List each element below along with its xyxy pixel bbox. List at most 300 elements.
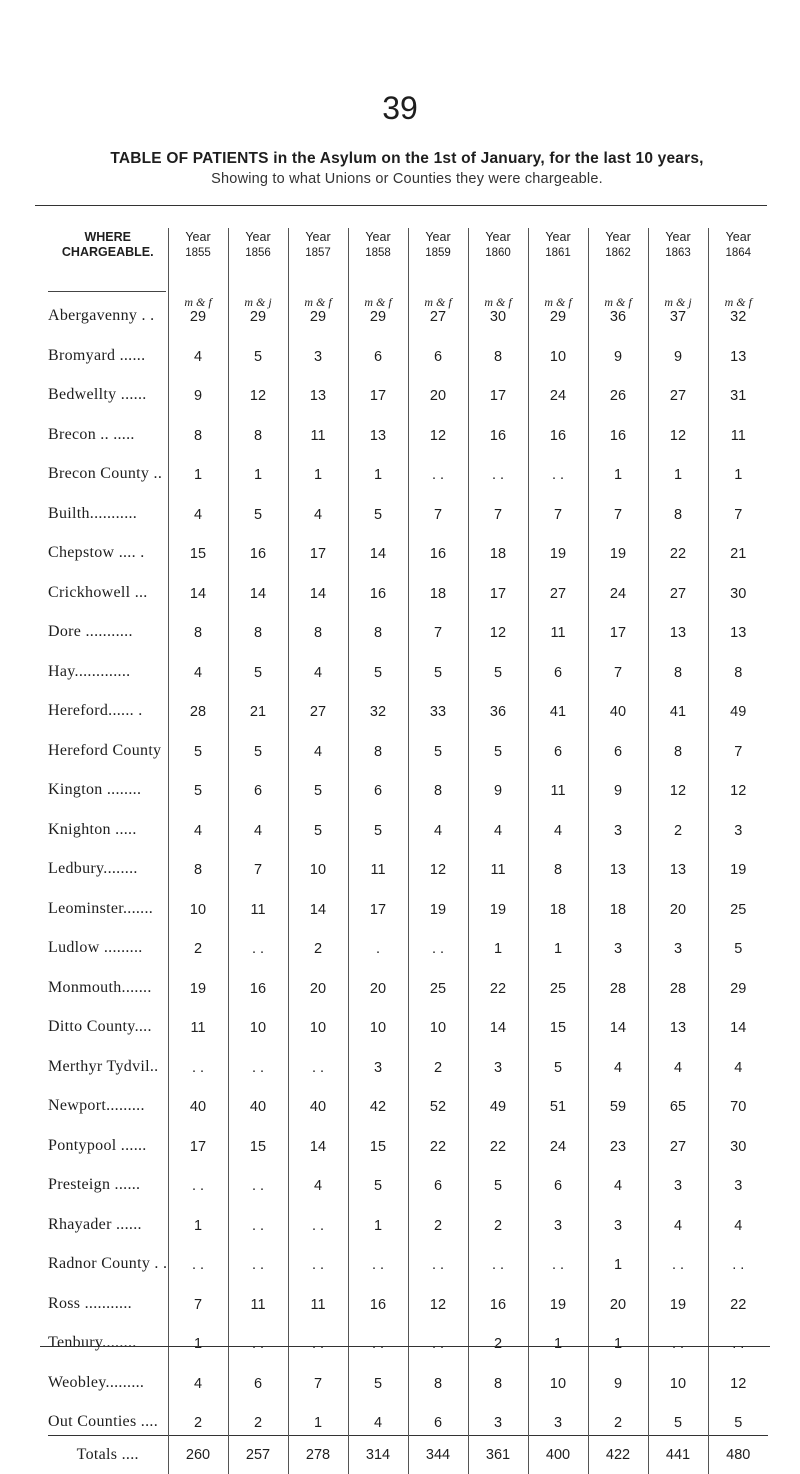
table-cell bbox=[468, 1159, 528, 1199]
table-cell bbox=[288, 803, 348, 843]
table-cell bbox=[348, 1238, 408, 1278]
cell-value: 3 bbox=[614, 823, 622, 839]
row-name: Bedwellty ...... bbox=[48, 369, 168, 409]
table-cell bbox=[708, 1159, 768, 1199]
row-name: Ledbury........ bbox=[48, 843, 168, 883]
cell-value: 5 bbox=[254, 349, 262, 365]
table-cell bbox=[348, 1277, 408, 1317]
cell-value: 8 bbox=[194, 625, 202, 641]
cell-value: 11 bbox=[310, 428, 325, 444]
cell-value: 12 bbox=[670, 783, 686, 799]
table-cell bbox=[288, 1277, 348, 1317]
cell-value: 8 bbox=[554, 862, 562, 878]
cell-value: 8 bbox=[374, 744, 382, 760]
unit-label: m & f bbox=[289, 296, 348, 309]
table-row bbox=[48, 329, 768, 369]
table-cell bbox=[228, 285, 288, 329]
cell-value: 12 bbox=[430, 862, 446, 878]
row-name: Tenbury........ bbox=[48, 1317, 168, 1357]
cell-value: 65 bbox=[670, 1099, 686, 1115]
table-cell bbox=[708, 803, 768, 843]
table-cell bbox=[168, 527, 228, 567]
table-cell bbox=[288, 408, 348, 448]
cell-value: 26 bbox=[610, 388, 626, 404]
cell-value: 29 bbox=[310, 309, 326, 325]
cell-value: 8 bbox=[674, 665, 682, 681]
table-cell bbox=[168, 764, 228, 804]
table-cell bbox=[648, 1317, 708, 1357]
cell-value: 32 bbox=[370, 704, 386, 720]
cell-value: 4 bbox=[674, 1218, 682, 1234]
cell-value: 1 bbox=[194, 1218, 202, 1234]
row-name: Knighton ..... bbox=[48, 803, 168, 843]
year-header-label: Year bbox=[726, 230, 751, 244]
table-cell bbox=[528, 803, 588, 843]
table-cell bbox=[528, 527, 588, 567]
table-cell bbox=[348, 1001, 408, 1041]
table-cell bbox=[408, 1080, 468, 1120]
cell-value: 37 bbox=[670, 309, 686, 325]
table-cell bbox=[228, 369, 288, 409]
unit-label: m & f bbox=[529, 296, 588, 309]
cell-value: 1 bbox=[314, 467, 322, 483]
table-cell bbox=[288, 448, 348, 488]
table-cell bbox=[648, 285, 708, 329]
table-cell bbox=[168, 1001, 228, 1041]
cell-value: 3 bbox=[554, 1415, 562, 1431]
cell-value: 1 bbox=[254, 467, 262, 483]
table-cell bbox=[228, 685, 288, 725]
table-cell bbox=[528, 1119, 588, 1159]
total-cell: 441 bbox=[648, 1436, 708, 1474]
table-cell bbox=[468, 645, 528, 685]
header-row bbox=[48, 228, 768, 285]
year-header-year: 1859 bbox=[425, 247, 451, 259]
table-cell bbox=[288, 1001, 348, 1041]
cell-value: 29 bbox=[370, 309, 386, 325]
year-header-label: Year bbox=[305, 230, 330, 244]
cell-value: 2 bbox=[674, 823, 682, 839]
table-cell bbox=[588, 408, 648, 448]
table-cell bbox=[528, 764, 588, 804]
cell-value: . . bbox=[732, 1336, 744, 1352]
year-header-year: 1863 bbox=[665, 247, 691, 259]
cell-value: 11 bbox=[250, 902, 265, 918]
cell-value: 3 bbox=[554, 1218, 562, 1234]
cell-value: 4 bbox=[194, 507, 202, 523]
cell-value: 13 bbox=[370, 428, 386, 444]
cell-value: 52 bbox=[430, 1099, 446, 1115]
cell-value: 18 bbox=[610, 902, 626, 918]
table-row bbox=[48, 1396, 768, 1436]
table-cell bbox=[408, 1317, 468, 1357]
cell-value: 16 bbox=[490, 428, 506, 444]
table-cell bbox=[348, 1119, 408, 1159]
cell-value: 22 bbox=[730, 1297, 746, 1313]
table-cell bbox=[588, 843, 648, 883]
cell-value: . . bbox=[252, 1218, 264, 1234]
cell-value: 3 bbox=[494, 1415, 502, 1431]
table-cell bbox=[348, 685, 408, 725]
table-cell bbox=[348, 285, 408, 329]
table-cell bbox=[468, 369, 528, 409]
table-cell bbox=[288, 685, 348, 725]
table-row bbox=[48, 685, 768, 725]
cell-value: 4 bbox=[314, 507, 322, 523]
cell-value: 11 bbox=[490, 862, 505, 878]
table-cell bbox=[348, 922, 408, 962]
cell-value: 29 bbox=[550, 309, 566, 325]
table-cell bbox=[468, 1277, 528, 1317]
table-cell bbox=[588, 566, 648, 606]
table-cell bbox=[408, 527, 468, 567]
cell-value: . . bbox=[432, 1257, 444, 1273]
table-cell bbox=[228, 1159, 288, 1199]
table-cell bbox=[588, 1198, 648, 1238]
table-cell bbox=[288, 843, 348, 883]
table-cell bbox=[228, 329, 288, 369]
cell-value: 4 bbox=[314, 665, 322, 681]
table-cell bbox=[588, 685, 648, 725]
table-cell bbox=[228, 606, 288, 646]
table-cell bbox=[648, 1396, 708, 1436]
table-cell bbox=[708, 1238, 768, 1278]
cell-value: 28 bbox=[190, 704, 206, 720]
table-cell bbox=[648, 369, 708, 409]
cell-value: 19 bbox=[190, 981, 206, 997]
cell-value: . . bbox=[432, 1336, 444, 1352]
table-row bbox=[48, 1317, 768, 1357]
year-header bbox=[348, 228, 408, 285]
cell-value: 7 bbox=[194, 1297, 202, 1313]
table-cell bbox=[648, 685, 708, 725]
table-cell bbox=[648, 1356, 708, 1396]
table-cell bbox=[648, 1159, 708, 1199]
unit-label: m & f bbox=[169, 296, 228, 309]
page-number: 39 bbox=[0, 90, 800, 127]
cell-value: 32 bbox=[730, 309, 746, 325]
cell-value: 22 bbox=[430, 1139, 446, 1155]
table-cell bbox=[588, 1317, 648, 1357]
table-cell bbox=[528, 487, 588, 527]
cell-value: . . bbox=[372, 1257, 384, 1273]
table-cell bbox=[588, 803, 648, 843]
table-cell bbox=[228, 1317, 288, 1357]
cell-value: 6 bbox=[434, 1415, 442, 1431]
year-header bbox=[228, 228, 288, 285]
table-cell bbox=[288, 285, 348, 329]
cell-value: 2 bbox=[194, 941, 202, 957]
table-row bbox=[48, 764, 768, 804]
table-cell bbox=[468, 1356, 528, 1396]
table-cell bbox=[588, 285, 648, 329]
cell-value: 8 bbox=[494, 349, 502, 365]
table-cell bbox=[228, 922, 288, 962]
cell-value: 13 bbox=[670, 625, 686, 641]
table-cell bbox=[168, 329, 228, 369]
cell-value: 4 bbox=[194, 823, 202, 839]
table-row bbox=[48, 408, 768, 448]
table-cell bbox=[708, 487, 768, 527]
table-row bbox=[48, 606, 768, 646]
table-cell bbox=[528, 645, 588, 685]
cell-value: 40 bbox=[250, 1099, 266, 1115]
cell-value: 29 bbox=[730, 981, 746, 997]
cell-value: 25 bbox=[430, 981, 446, 997]
cell-value: 2 bbox=[614, 1415, 622, 1431]
table-cell bbox=[288, 1040, 348, 1080]
table-cell bbox=[648, 1119, 708, 1159]
table-row bbox=[48, 1277, 768, 1317]
table-cell bbox=[288, 527, 348, 567]
cell-value: . . bbox=[252, 1257, 264, 1273]
year-header bbox=[588, 228, 648, 285]
table-cell bbox=[708, 369, 768, 409]
table-cell bbox=[588, 1001, 648, 1041]
cell-value: . . bbox=[192, 1178, 204, 1194]
table-cell bbox=[228, 1396, 288, 1436]
cell-value: 3 bbox=[734, 823, 742, 839]
table-cell bbox=[708, 606, 768, 646]
cell-value: 3 bbox=[374, 1060, 382, 1076]
cell-value: 6 bbox=[434, 1178, 442, 1194]
table-cell bbox=[468, 527, 528, 567]
row-name: Rhayader ...... bbox=[48, 1198, 168, 1238]
table-cell bbox=[168, 566, 228, 606]
cell-value: 4 bbox=[434, 823, 442, 839]
cell-value: 13 bbox=[310, 388, 326, 404]
table-cell bbox=[708, 1277, 768, 1317]
total-cell: 422 bbox=[588, 1436, 648, 1474]
table-cell bbox=[168, 961, 228, 1001]
table-cell bbox=[348, 1396, 408, 1436]
unit-label: m & f bbox=[589, 296, 648, 309]
row-name: Brecon County .. bbox=[48, 448, 168, 488]
table-cell bbox=[588, 1040, 648, 1080]
cell-value: 4 bbox=[674, 1060, 682, 1076]
cell-value: 11 bbox=[250, 1297, 265, 1313]
cell-value: 4 bbox=[314, 744, 322, 760]
table-cell bbox=[288, 764, 348, 804]
table-cell bbox=[528, 566, 588, 606]
cell-value: 20 bbox=[610, 1297, 626, 1313]
table-cell bbox=[228, 527, 288, 567]
table-cell bbox=[348, 1080, 408, 1120]
table-cell bbox=[408, 1238, 468, 1278]
total-cell: 260 bbox=[168, 1436, 228, 1474]
table-cell bbox=[408, 1119, 468, 1159]
cell-value: 5 bbox=[434, 665, 442, 681]
table-cell bbox=[708, 645, 768, 685]
table-row bbox=[48, 527, 768, 567]
unit-label: m & f bbox=[409, 296, 468, 309]
cell-value: 5 bbox=[374, 1376, 382, 1392]
table-cell bbox=[168, 448, 228, 488]
table-cell bbox=[468, 1001, 528, 1041]
row-name: Merthyr Tydvil.. bbox=[48, 1040, 168, 1080]
cell-value: 4 bbox=[554, 823, 562, 839]
table-cell bbox=[528, 606, 588, 646]
cell-value: 40 bbox=[610, 704, 626, 720]
cell-value: 15 bbox=[370, 1139, 386, 1155]
cell-value: 7 bbox=[434, 625, 442, 641]
table-cell bbox=[588, 961, 648, 1001]
table-cell bbox=[528, 1238, 588, 1278]
table-cell bbox=[348, 329, 408, 369]
table-cell bbox=[468, 882, 528, 922]
table-cell bbox=[708, 764, 768, 804]
cell-value: 5 bbox=[194, 783, 202, 799]
cell-value: 14 bbox=[370, 546, 386, 562]
total-cell: 480 bbox=[708, 1436, 768, 1474]
table-cell bbox=[408, 369, 468, 409]
cell-value: 2 bbox=[434, 1060, 442, 1076]
cell-value: 8 bbox=[314, 625, 322, 641]
cell-value: 22 bbox=[490, 981, 506, 997]
cell-value: 14 bbox=[310, 586, 326, 602]
cell-value: 5 bbox=[194, 744, 202, 760]
cell-value: 3 bbox=[314, 349, 322, 365]
cell-value: 11 bbox=[310, 1297, 325, 1313]
cell-value: 6 bbox=[554, 665, 562, 681]
cell-value: 5 bbox=[554, 1060, 562, 1076]
cell-value: 20 bbox=[310, 981, 326, 997]
table-cell bbox=[168, 285, 228, 329]
table-row bbox=[48, 369, 768, 409]
table-cell bbox=[708, 922, 768, 962]
table-cell bbox=[168, 606, 228, 646]
table-row bbox=[48, 843, 768, 883]
table-cell bbox=[408, 285, 468, 329]
cell-value: 4 bbox=[734, 1218, 742, 1234]
table-cell bbox=[708, 527, 768, 567]
cell-value: 12 bbox=[430, 428, 446, 444]
row-name: Bromyard ...... bbox=[48, 329, 168, 369]
cell-value: 12 bbox=[730, 1376, 746, 1392]
table-cell bbox=[288, 1159, 348, 1199]
table-cell bbox=[288, 369, 348, 409]
cell-value: 12 bbox=[730, 783, 746, 799]
table-cell bbox=[648, 803, 708, 843]
table-cell bbox=[408, 1356, 468, 1396]
table-cell bbox=[228, 1119, 288, 1159]
cell-value: 16 bbox=[370, 1297, 386, 1313]
cell-value: 19 bbox=[490, 902, 506, 918]
cell-value: 6 bbox=[614, 744, 622, 760]
year-header-label: Year bbox=[425, 230, 450, 244]
cell-value: 27 bbox=[670, 586, 686, 602]
cell-value: 4 bbox=[314, 1178, 322, 1194]
table-cell bbox=[528, 685, 588, 725]
table-cell bbox=[408, 764, 468, 804]
cell-value: 27 bbox=[310, 704, 326, 720]
table-cell bbox=[168, 882, 228, 922]
table-row bbox=[48, 1001, 768, 1041]
cell-value: 5 bbox=[494, 1178, 502, 1194]
year-header-year: 1861 bbox=[545, 247, 571, 259]
table-cell bbox=[408, 843, 468, 883]
table-cell bbox=[348, 961, 408, 1001]
year-header bbox=[468, 228, 528, 285]
table-cell bbox=[348, 724, 408, 764]
year-header-year: 1856 bbox=[245, 247, 271, 259]
cell-value: 1 bbox=[674, 467, 682, 483]
table-cell bbox=[648, 408, 708, 448]
table-cell bbox=[708, 1356, 768, 1396]
table-cell bbox=[408, 1198, 468, 1238]
table-cell bbox=[228, 566, 288, 606]
table-cell bbox=[288, 606, 348, 646]
table-row bbox=[48, 1119, 768, 1159]
cell-value: 8 bbox=[194, 862, 202, 878]
cell-value: 7 bbox=[494, 507, 502, 523]
table-row bbox=[48, 882, 768, 922]
table-cell bbox=[348, 369, 408, 409]
cell-value: . . bbox=[312, 1257, 324, 1273]
table-cell bbox=[648, 1040, 708, 1080]
cell-value: 4 bbox=[194, 665, 202, 681]
table-cell bbox=[708, 685, 768, 725]
cell-value: . bbox=[376, 941, 380, 957]
table-cell bbox=[228, 764, 288, 804]
cell-value: . . bbox=[192, 1060, 204, 1076]
table-cell bbox=[168, 922, 228, 962]
table-cell bbox=[288, 1396, 348, 1436]
table-row bbox=[48, 487, 768, 527]
cell-value: 5 bbox=[254, 665, 262, 681]
cell-value: . . bbox=[312, 1336, 324, 1352]
cell-value: 21 bbox=[250, 704, 266, 720]
table-cell bbox=[648, 1277, 708, 1317]
cell-value: 14 bbox=[250, 586, 266, 602]
table-row bbox=[48, 1159, 768, 1199]
header-underline bbox=[48, 291, 166, 292]
table-cell bbox=[588, 922, 648, 962]
unit-label: m & j bbox=[229, 296, 288, 309]
table-cell bbox=[408, 645, 468, 685]
cell-value: 7 bbox=[254, 862, 262, 878]
table-cell bbox=[528, 1277, 588, 1317]
table-cell bbox=[528, 1080, 588, 1120]
table-cell bbox=[468, 1238, 528, 1278]
table-cell bbox=[588, 1277, 648, 1317]
cell-value: 1 bbox=[314, 1415, 322, 1431]
year-header-year: 1858 bbox=[365, 247, 391, 259]
table-cell bbox=[228, 487, 288, 527]
cell-value: 33 bbox=[430, 704, 446, 720]
table-cell bbox=[228, 882, 288, 922]
cell-value: 17 bbox=[370, 902, 386, 918]
table-cell bbox=[168, 1198, 228, 1238]
table-cell bbox=[588, 487, 648, 527]
cell-value: 12 bbox=[670, 428, 686, 444]
cell-value: 16 bbox=[370, 586, 386, 602]
cell-value: 4 bbox=[194, 1376, 202, 1392]
year-header bbox=[288, 228, 348, 285]
cell-value: 4 bbox=[194, 349, 202, 365]
cell-value: 10 bbox=[190, 902, 206, 918]
cell-value: 17 bbox=[370, 388, 386, 404]
cell-value: 19 bbox=[730, 862, 746, 878]
table-cell bbox=[168, 1356, 228, 1396]
table-cell bbox=[648, 487, 708, 527]
table-cell bbox=[648, 566, 708, 606]
cell-value: 27 bbox=[550, 586, 566, 602]
table-cell bbox=[288, 1119, 348, 1159]
table-row bbox=[48, 922, 768, 962]
cell-value: 19 bbox=[670, 1297, 686, 1313]
cell-value: 10 bbox=[310, 862, 326, 878]
